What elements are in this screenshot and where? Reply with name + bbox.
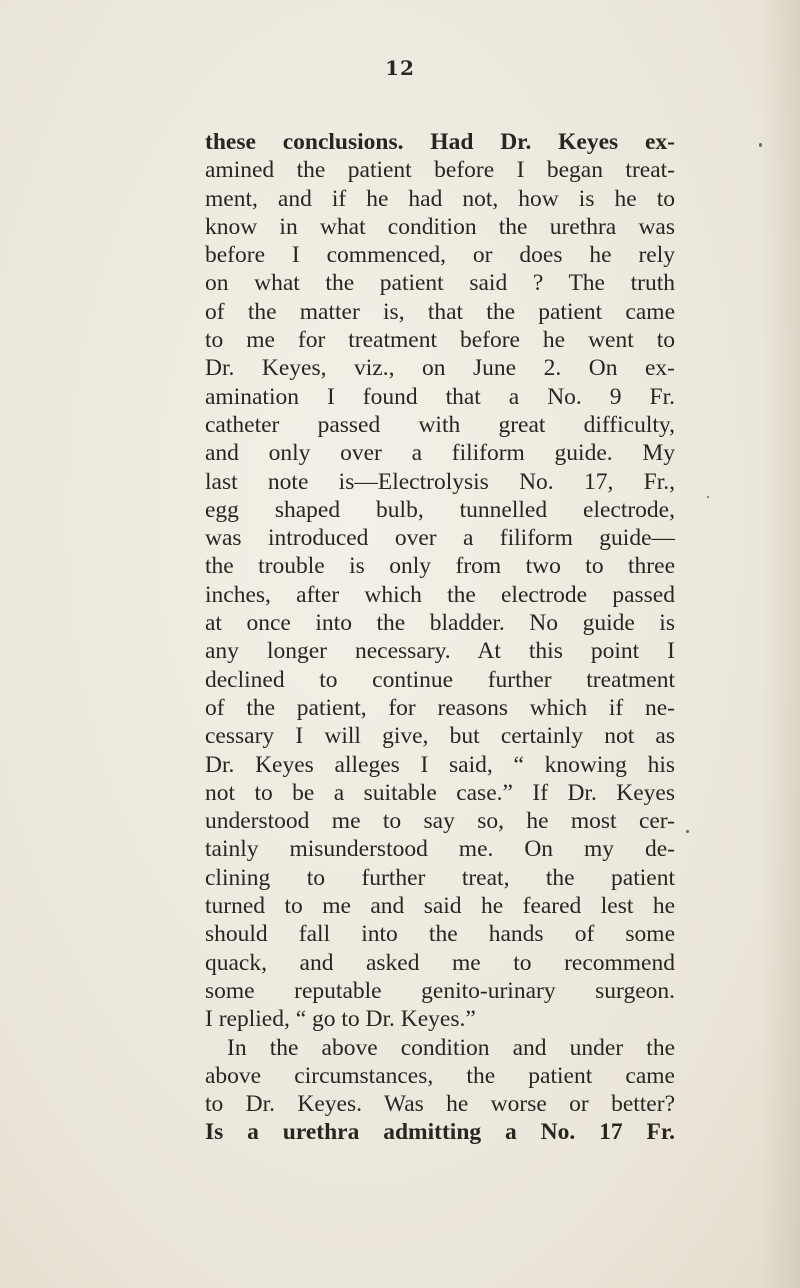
text-line: amined the patient before I began treat- (205, 157, 675, 184)
text-line: egg shaped bulb, tunnelled electrode, (205, 496, 675, 523)
text-line: Is a urethra admitting a No. 17 Fr. (205, 1119, 675, 1146)
paper-speck (707, 496, 709, 498)
text-line: In the above condition and under the (227, 1034, 675, 1061)
text-line: these conclusions. Had Dr. Keyes ex- (205, 129, 675, 155)
text-line: tainly misunderstood me. On my de- (205, 836, 675, 863)
text-line: the trouble is only from two to three (205, 553, 675, 580)
text-line: Dr. Keyes alleges I said, “ knowing his (205, 751, 675, 778)
text-line: turned to me and said he feared lest he (205, 893, 675, 920)
text-line: catheter passed with great difficulty, (205, 411, 675, 438)
text-line: last note is—Electrolysis No. 17, Fr., (205, 468, 675, 495)
text-line: understood me to say so, he most cer- (205, 808, 675, 835)
page-edge-shadow (760, 0, 800, 1288)
text-line: on what the patient said ? The truth (205, 270, 675, 297)
page-number: 12 (385, 56, 415, 80)
text-line: at once into the bladder. No guide is (205, 610, 675, 637)
text-line: of the patient, for reasons which if ne- (205, 694, 675, 721)
text-line: clining to further treat, the patient (205, 864, 675, 891)
text-line: quack, and asked me to recommend (205, 949, 675, 976)
text-line: some reputable genito-urinary surgeon. (205, 977, 675, 1004)
text-line: and only over a filiform guide. My (205, 440, 675, 467)
paper-speck (686, 830, 689, 833)
text-line: not to be a suitable case.” If Dr. Keyes (205, 779, 675, 806)
paper-speck (759, 143, 762, 147)
text-line: know in what condition the urethra was (205, 213, 675, 240)
text-line: any longer necessary. At this point I (205, 638, 675, 665)
text-line: inches, after which the electrode passed (205, 581, 675, 608)
text-line: Dr. Keyes, viz., on June 2. On ex- (205, 355, 675, 382)
text-line: I replied, “ go to Dr. Keyes.” (205, 1006, 476, 1033)
text-line: above circumstances, the patient came (205, 1062, 675, 1089)
text-line: amination I found that a No. 9 Fr. (205, 383, 675, 410)
text-line: declined to continue further treatment (205, 666, 675, 693)
text-line: to Dr. Keyes. Was he worse or better? (205, 1091, 675, 1118)
text-line: should fall into the hands of some (205, 921, 675, 948)
text-line: of the matter is, that the patient came (205, 298, 675, 325)
body-text (205, 128, 675, 1147)
text-line: cessary I will give, but certainly not as (205, 723, 675, 750)
text-line: before I commenced, or does he rely (205, 242, 675, 269)
text-line: was introduced over a filiform guide— (205, 525, 675, 552)
text-line: ment, and if he had not, how is he to (205, 185, 675, 212)
text-line: to me for treatment before he went to (205, 327, 675, 354)
